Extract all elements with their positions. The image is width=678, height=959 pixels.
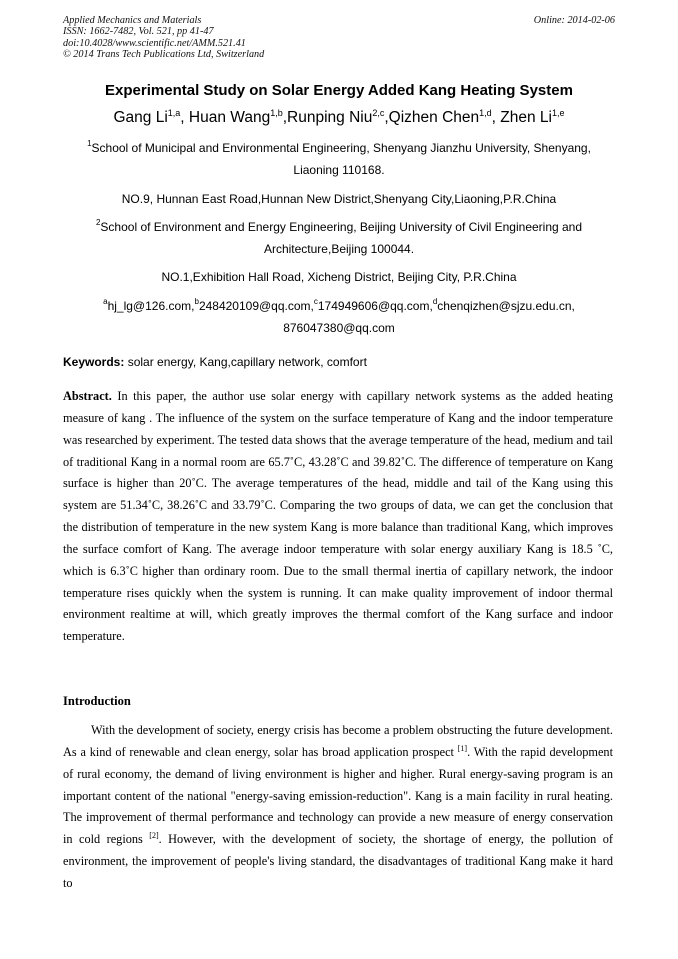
affiliation-sup: 1 bbox=[87, 139, 92, 148]
section-title-introduction: Introduction bbox=[63, 694, 131, 708]
keywords-text: solar energy, Kang,capillary network, comfort bbox=[124, 355, 367, 369]
email-d: chenqizhen@sjzu.edu.cn, bbox=[437, 299, 575, 313]
intro-text: . However, with the development of society, the shortage of energy, the pollution of environment, the improvement of people's living standard, the disadvantages of traditional Kang make it hard to bbox=[63, 832, 613, 890]
author-name: Gang Li bbox=[113, 109, 168, 127]
author-sup: 1,a bbox=[167, 108, 181, 118]
author-name: Huan Wang bbox=[188, 109, 271, 127]
affiliation-1 bbox=[70, 137, 608, 181]
email-sup: d bbox=[432, 297, 438, 306]
journal-copyright: © 2014 Trans Tech Publications Ltd, Switzerland bbox=[63, 49, 265, 61]
email-sup: b bbox=[194, 297, 199, 306]
author-sup: 1,d bbox=[479, 108, 492, 118]
affiliation-line: School of Municipal and Environmental Engineering, Shenyang Jianzhu University, Shenyang, bbox=[91, 141, 591, 155]
email-b: 248420109@qq.com, bbox=[198, 299, 314, 313]
citation-1: [1] bbox=[457, 743, 468, 753]
affiliation-line: Liaoning 110168. bbox=[293, 163, 385, 177]
author-sup: 2,c bbox=[372, 108, 385, 118]
abstract-text: In this paper, the author use solar energy with capillary network systems as the added heating measure of kang . The influence of the system on the surface temperature of Kang and the indoor temperature was researched by experiment. The tested data shows that the average temperature of the head, medium and tail of traditional Kang in a normal room are 65.7˚C, 43.28˚C and 39.82˚C. The difference of temperature on Kang surface is higher than 20˚C. The average temperatures of the head, middle and tail of the Kang using this system are 51.34˚C, 38.26˚C and 33.79˚C. Comparing the two groups of data, we can get the conclusion that the distribution of temperature in the new system Kang is more balance than traditional Kang, which improves the surface comfort of Kang. The average indoor temperature with solar energy auxiliary Kang is 18.5 ˚C, which is 6.3˚C higher than ordinary room. Due to the small thermal inertia of capillary network, the indoor temperature rises quickly when the system is running. It can make quality improvement of indoor thermal environment realtime at will, which greatly improves the thermal comfort of the Kang surface and indoor temperature. bbox=[63, 389, 613, 644]
email-a: hj_lg@126.com, bbox=[107, 299, 195, 313]
author-sep: , bbox=[491, 109, 501, 127]
journal-doi: doi:10.4028/www.scientific.net/AMM.521.41 bbox=[63, 37, 246, 49]
abstract-label: Abstract. bbox=[63, 389, 112, 403]
affiliation-line: School of Environment and Energy Engineering, Beijing University of Civil Engineering and bbox=[100, 220, 583, 234]
author-name: Qizhen Chen bbox=[388, 109, 480, 127]
author-sep: , bbox=[282, 109, 288, 127]
affiliation-line: Architecture,Beijing 100044. bbox=[263, 242, 415, 256]
affiliation-2-address: NO.1,Exhibition Hall Road, Xicheng District, Beijing City, P.R.China bbox=[161, 270, 517, 284]
paper-title: Experimental Study on Solar Energy Added Kang Heating System bbox=[105, 82, 573, 99]
author-sup: 1,b bbox=[270, 108, 283, 118]
online-date: Online: 2014-02-06 bbox=[533, 15, 615, 26]
affiliation-2 bbox=[70, 216, 608, 260]
email-c: 174949606@qq.com, bbox=[317, 299, 433, 313]
email-list bbox=[70, 295, 608, 339]
keywords-label: Keywords: bbox=[63, 355, 125, 369]
affiliation-sup: 2 bbox=[95, 218, 101, 227]
author-sup: 1,e bbox=[552, 108, 565, 118]
author-list bbox=[0, 108, 678, 127]
author-name: Runping Niu bbox=[287, 109, 373, 127]
email-e: 876047380@qq.com bbox=[283, 321, 395, 335]
intro-text: . With the rapid development of rural economy, the demand of living environment is higher and higher. Rural energy-saving program is an important content of the national "energy-saving emission-reduction". Kang is a main facility in rural heating. The improvement of thermal performance and technology can provide a new measure of energy conservation in cold regions bbox=[63, 744, 613, 847]
keywords bbox=[63, 355, 367, 369]
email-sup: c bbox=[313, 297, 318, 306]
email-sup: a bbox=[103, 297, 108, 306]
journal-issn: ISSN: 1662-7482, Vol. 521, pp 41-47 bbox=[63, 26, 214, 38]
introduction-paragraph bbox=[63, 720, 613, 895]
intro-text: With the development of society, energy crisis has become a problem obstructing the future development. As a kind of renewable and clean energy, solar has broad application prospect bbox=[63, 723, 613, 759]
abstract bbox=[63, 386, 613, 648]
author-sep: , bbox=[180, 109, 189, 127]
citation-2: [2] bbox=[149, 831, 159, 841]
author-sep: , bbox=[384, 109, 389, 127]
journal-name: Applied Mechanics and Materials bbox=[63, 15, 202, 26]
journal-header bbox=[63, 15, 264, 61]
author-name: Zhen Li bbox=[500, 109, 552, 127]
affiliation-1-address: NO.9, Hunnan East Road,Hunnan New District,Shenyang City,Liaoning,P.R.China bbox=[121, 192, 557, 206]
